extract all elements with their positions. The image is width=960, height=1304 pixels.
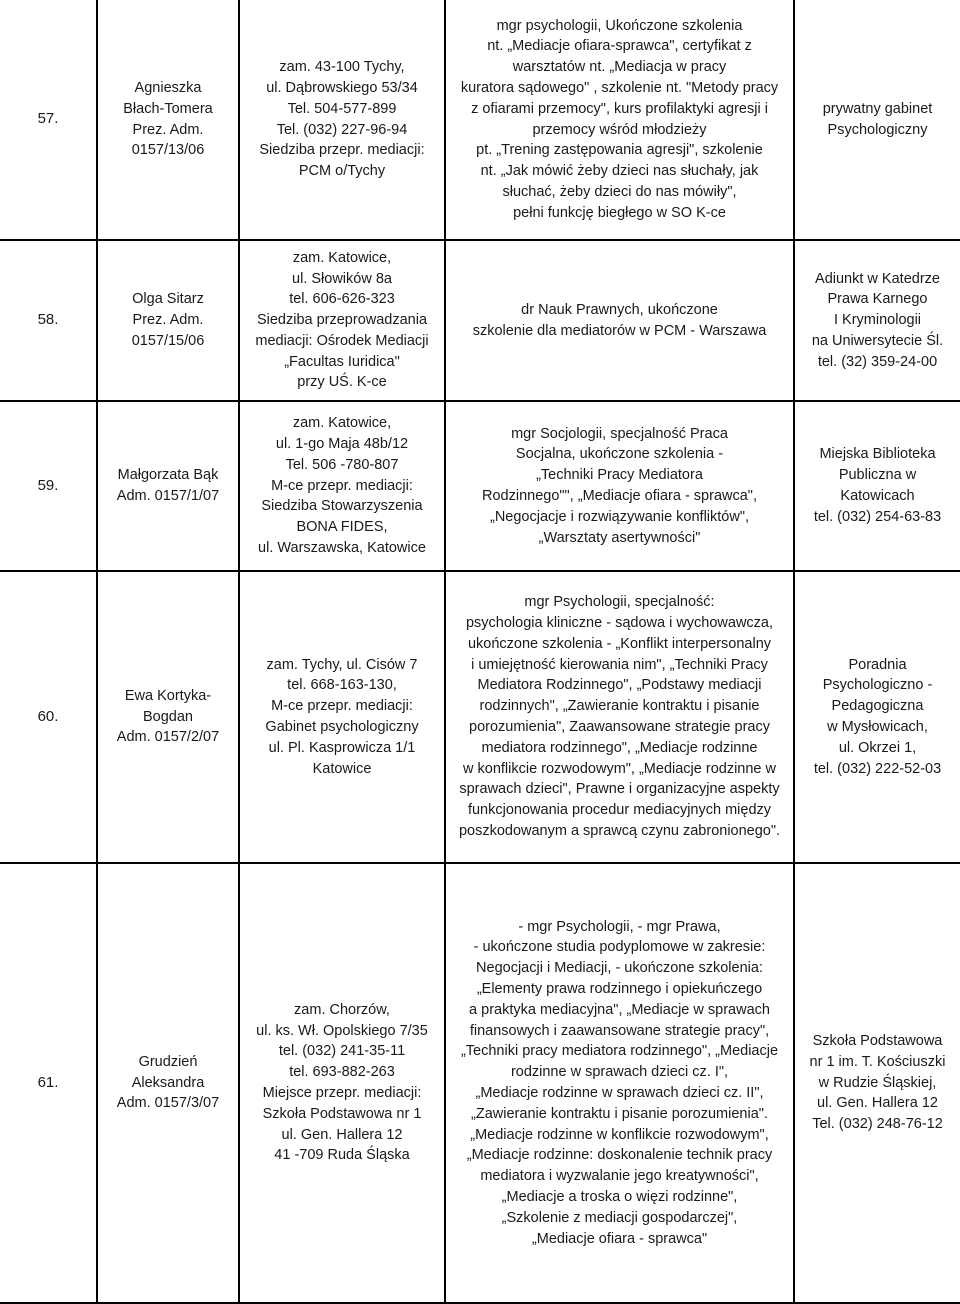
row-number	[0, 572, 96, 862]
mediator-qualifications: mgr Socjologii, specjalność Praca Socjalna, ukończone szkolenia - „Techniki Pracy Mediatora Rodzinnego"", „Mediacje ofiara - sprawca", „Negocjacje i rozwiązywanie konfliktów", „Warsztaty asertywności"	[482, 425, 757, 546]
mediator-name: Małgorzata Bąk Adm. 0157/1/07	[116, 467, 220, 504]
mediator-qualifications: mgr psychologii, Ukończone szkolenia nt. „Mediacje ofiara-sprawca", certyfikat z warsztatów nt. „Mediacja w pracy kuratora sądowego" , szkolenie nt. "Metody pracy z ofiarami przemocy", kurs profilaktyki agresji i przemocy wśród młodzieży pt. „Trening zastępowania agresji", szkolenie nt. „Jak mówić żeby dzieci nas słuchały, jak słuchać, żeby dzieci do nas mówiły", pełni funkcję biegłego w SO K-ce	[460, 17, 779, 221]
mediator-address: zam. Chorzów, ul. ks. Wł. Opolskiego 7/35 tel. (032) 241-35-11 tel. 693-882-263 Miejsce przepr. mediacji: Szkoła Podstawowa nr 1 ul. Gen. Hallera 12 41 -709 Ruda Śląska	[256, 1001, 428, 1164]
row-number-text: 60.	[37, 707, 59, 725]
mediator-address: zam. Katowice, ul. 1-go Maja 48b/12 Tel. 506 -780-807 M-ce przepr. mediacji: Siedziba Stowarzyszenia BONA FIDES, ul. Warszawska, Katowice	[258, 415, 426, 556]
mediator-address: zam. Katowice, ul. Słowików 8a tel. 606-626-323 Siedziba przeprowadzania mediacji: Ośrodek Mediacji „Facultas Iuridica" przy UŚ. K-ce	[255, 249, 429, 391]
row-number-text: 59.	[37, 476, 59, 494]
mediator-qualifications: dr Nauk Prawnych, ukończone szkolenie dla mediatorów w PCM - Warszawa	[472, 301, 767, 339]
mediator-name: Agnieszka Błach-Tomera Prez. Adm. 0157/13/06	[123, 79, 213, 159]
row-number-text: 58.	[37, 311, 59, 329]
mediator-workplace: Poradnia Psychologiczno - Pedagogiczna w Mysłowicach, ul. Okrzei 1, tel. (032) 222-52-03	[813, 656, 942, 777]
row-number-text: 57.	[37, 110, 59, 128]
mediator-workplace: Miejska Biblioteka Publiczna w Katowicach tel. (032) 254-63-83	[813, 446, 942, 525]
row-number	[0, 402, 96, 570]
mediator-name: Ewa Kortyka- Bogdan Adm. 0157/2/07	[116, 687, 220, 746]
mediator-name: Grudzień Aleksandra Adm. 0157/3/07	[116, 1053, 220, 1112]
row-number	[0, 241, 96, 400]
row-number	[0, 0, 96, 239]
mediator-workplace: Szkoła Podstawowa nr 1 im. T. Kościuszki w Rudzie Śląskiej, ul. Gen. Hallera 12 Tel. (032) 248-76-12	[809, 1033, 946, 1133]
mediator-workplace: prywatny gabinet Psychologiczny	[822, 100, 933, 138]
mediator-qualifications: - mgr Psychologii, - mgr Prawa, - ukończone studia podyplomowe w zakresie: Negocjacji i Mediacji, - ukończone szkolenia: „Elementy prawa rodzinnego i opiekuńczego a praktyka mediacyjna", „Mediacje w sprawach finansowych i zaawansowane strategie pracy", „Techniki pracy mediatora rodzinnego", „Mediacje rodzinne w sprawach dzieci cz. I", „Mediacje rodzinne w sprawach dzieci cz. II", „Zawieranie kontraktu i pisanie porozumienia". „Mediacje rodzinne w konflikcie rozwodowym", „Mediacje rodzinne: doskonalenie technik pracy mediatora i wyzwalanie jego kreatywności", „Mediacje a troska o więzi rodzinne", „Szkolenie z mediacji gospodarczej", „Mediacje ofiara - sprawca"	[460, 918, 779, 1247]
mediator-name: Olga Sitarz Prez. Adm. 0157/15/06	[131, 291, 205, 349]
mediator-workplace: Adiunkt w Katedrze Prawa Karnego I Kryminologii na Uniwersytecie Śl. tel. (32) 359-24-00	[811, 270, 944, 370]
mediator-address: zam. Tychy, ul. Cisów 7 tel. 668-163-130, M-ce przepr. mediacji: Gabinet psychologiczny ul. Pl. Kasprowicza 1/1 Katowice	[265, 656, 419, 777]
mediator-address: zam. 43-100 Tychy, ul. Dąbrowskiego 53/34 Tel. 504-577-899 Tel. (032) 227-96-94 Siedziba przepr. mediacji: PCM o/Tychy	[259, 59, 425, 180]
row-number-text: 61.	[37, 1073, 59, 1091]
row-number	[0, 864, 96, 1302]
mediator-qualifications: mgr Psychologii, specjalność: psychologia kliniczne - sądowa i wychowawcza, ukończone szkolenia - „Konflikt interpersonalny i umiejętność kierowania nim", „Techniki Pracy Mediatora Rodzinnego", „Podstawy mediacji rodzinnych", „Zawieranie kontraktu i pisanie porozumienia", Zaawansowane strategie pracy mediatora rodzinnego", „Mediacje rodzinne w konflikcie rozwodowym", „Mediacje rodzinne w sprawach dzieci", Prawne i organizacyjne aspekty funkcjonowania procedur mediacyjnych między poszkodowanym a sprawcą czynu zabronionego".	[458, 594, 781, 839]
